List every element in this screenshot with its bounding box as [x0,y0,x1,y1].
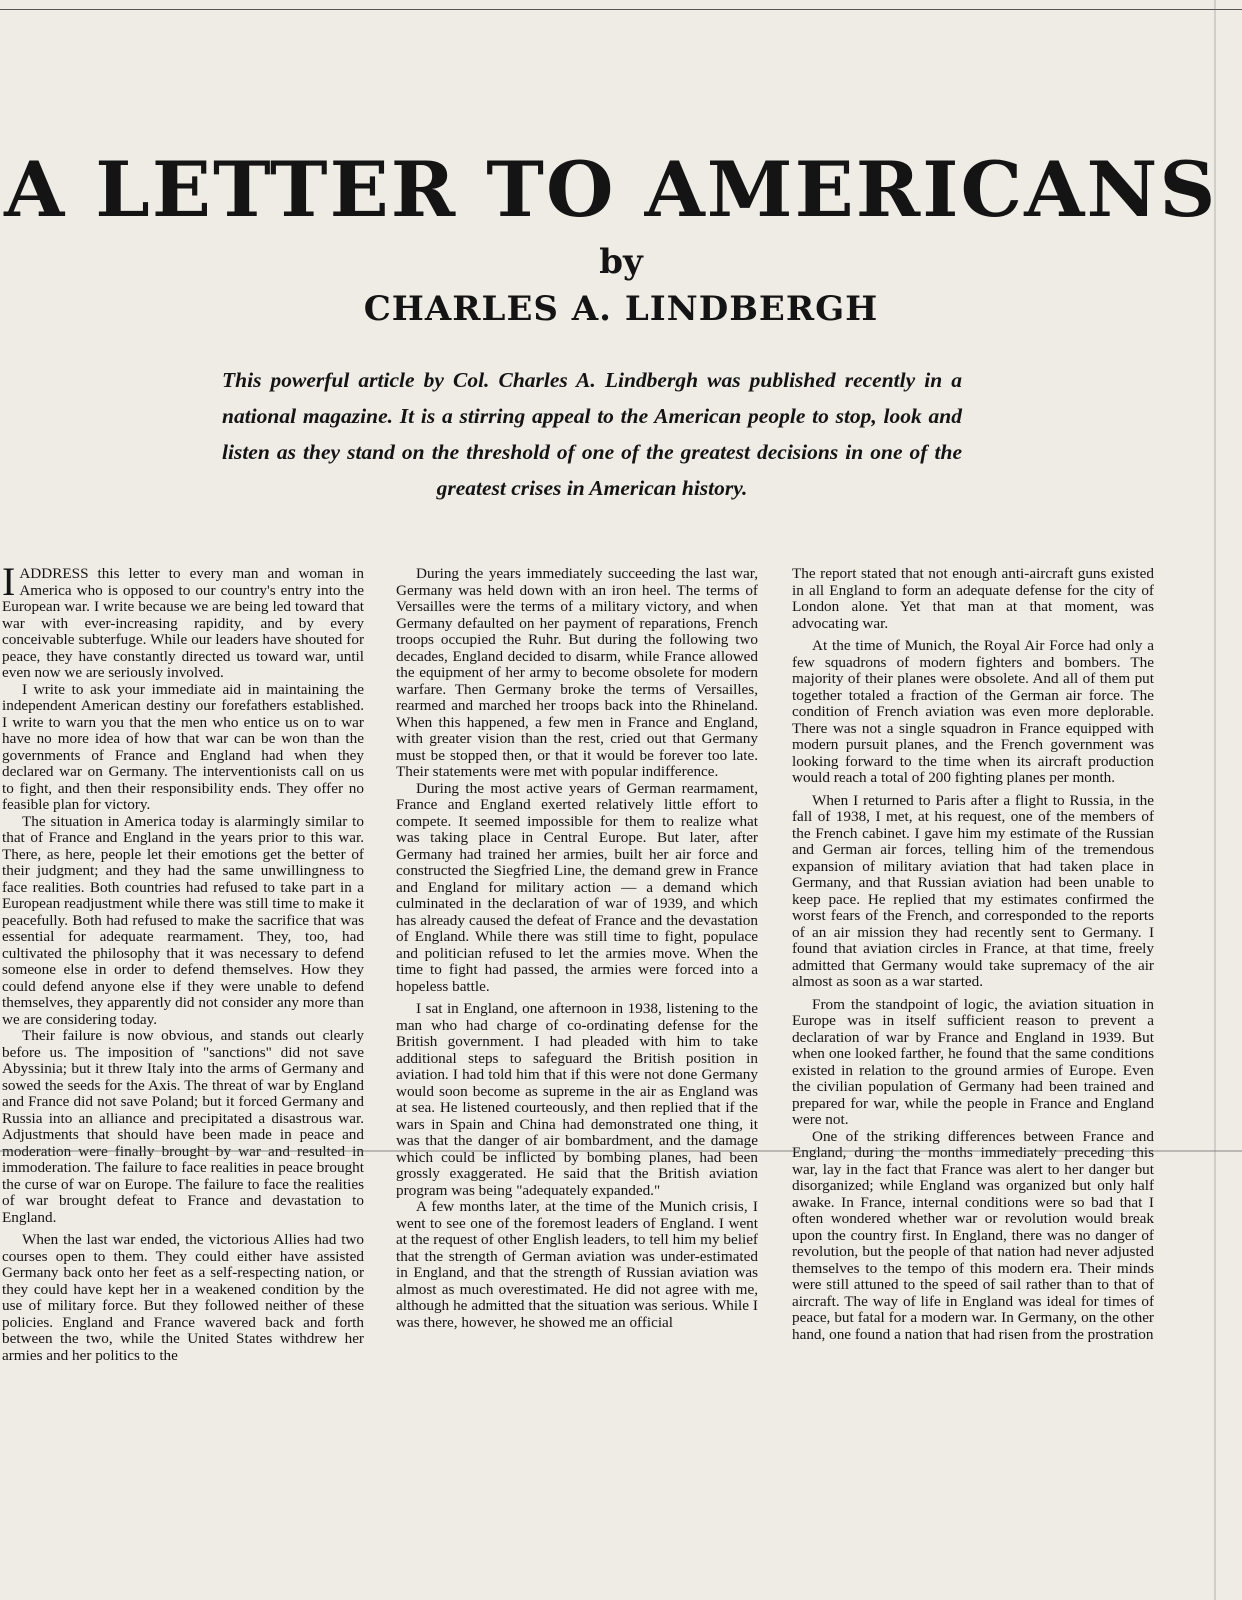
article-headline: A LETTER TO AMERICANS [4,145,1218,234]
column-3-paragraph-5: One of the striking differences between France and England, during the months immediately preceding this war, lay in the fact that France was alert to her danger but disorganized; while England was organized but only half awake. In France, internal conditions were so bad that I often wondered whether war or revolution would break upon the country first. In England, there was no danger of revolution, but the people of that nation had never adjusted themselves to the tempo of this modern era. Their minds were still attuned to the speed of sail rather than to that of aircraft. The way of life in England was ideal for times of peace, but fatal for a modern war. In Germany, on the other hand, one found a nation that had risen from the prostration [792,1127,1154,1343]
column-1 [2,566,364,1600]
byline-author: CHARLES A. LINDBERGH [363,289,879,329]
top-rule [0,9,1242,10]
column-2-paragraph-3: I sat in England, one afternoon in 1938, listening to the man who had charge of co-ordinating defense for the British government. I had pleaded with him to take additional steps to safeguard the British position in aviation. I had told him that if this were not done Germany would soon become as supreme in the air as England was at sea. He listened courteously, and then replied that if the wars in Spain and China had demonstrated one thing, it was that the danger of air bombardment, and the damage which could be inflicted by bombing planes, had been grossly exaggerated. He said that the British aviation program was being "adequately expanded." [396,1000,758,1199]
drop-cap: I [2,566,16,604]
column-1-paragraph-2: I write to ask your immediate aid in maintaining the independent American destiny our forefathers established. I write to warn you that the men who entice us on to war have no more idea of how that war can be won than the governments of France and England had when they declared war on Germany. The interventionists call on us to fight, and then their responsibility ends. They offer no feasible plan for victory. [2,680,364,813]
byline-by: by [599,242,643,282]
column-3-paragraph-4: From the standpoint of logic, the aviation situation in Europe was in itself sufficient reason to prevent a declaration of war by France and England in 1939. But when one looked farther, he found that the same conditions existed in relation to the ground armies of Europe. Even the civilian population of Germany had been trained and prepared for war, while the people in France and England were not. [792,995,1154,1128]
column-2-paragraph-4: A few months later, at the time of the Munich crisis, I went to see one of the foremost leaders of England. I went at the request of other English leaders, to tell him my belief that the strength of German aviation was under-estimated in England, and that the strength of Russian aviation was almost as much overestimated. He did not agree with me, although he admitted that the situation was serious. While I was there, however, he showed me an official [396,1198,758,1331]
intro-paragraph: This powerful article by Col. Charles A. Lindbergh was published recently in a national magazine. It is a stirring appeal to the American people to stop, look and listen as they stand on the threshold of one of the greatest decisions in one of the greatest crises in American history. [222,368,962,500]
column-2 [396,566,758,1600]
column-2-paragraph-1: During the years immediately succeeding the last war, Germany was held down with an iron heel. The terms of Versailles were the terms of a military victory, and when Germany defaulted on her payment of reparations, French troops occupied the Ruhr. But during the following two decades, England decided to disarm, while France allowed the equipment of her army to become obsolete for modern warfare. Then Germany broke the terms of Versailles, rearmed and marched her troops back into the Rhineland. When this happened, a few men in France and England, with greater vision than the rest, cried out that Germany must be stopped then, or that it would be forever too late. Their statements were met with popular indifference. [396,566,758,780]
column-1-paragraph-4: Their failure is now obvious, and stands out clearly before us. The imposition of "sanctions" did not save Abyssinia; but it threw Italy into the arms of Germany and sowed the seeds for the Axis. The threat of war by England and France did not save Poland; but it forced Germany and Russia into an alliance and precipitated a disastrous war. Adjustments that should have been made in peace and moderation were finally brought by war and resulted in immoderation. The failure to face realities in peace brought the curse of war on Europe. The failure to face the realities of war brought defeat to France and devastation to England. [2,1027,364,1226]
column-3 [792,566,1154,1600]
paper-fold-horizontal [0,1150,1242,1152]
column-2-paragraph-2: During the most active years of German rearmament, France and England exerted relatively little effort to compete. It seemed impossible for them to realize what was taking place in Central Europe. But later, after Germany had trained her armies, built her air force and constructed the Siegfried Line, the demand grew in France and England for military action — a demand which culminated in the declaration of war of 1939, and which has already caused the defeat of France and the devastation of England. While there was still time to fight, populace and politician refused to let the armies move. When the time to fight had passed, the armies were forced into a hopeless battle. [396,779,758,995]
paper-fold-vertical [1214,0,1216,1600]
column-1-paragraph-3: The situation in America today is alarmingly similar to that of France and England in the years prior to this war. There, as here, people let their emotions get the better of their judgment; and they had the same unwillingness to face realities. Both countries had refused to take part in a European readjustment while there was still time to make it peacefully. Both had refused to make the sacrifice that was essential for adequate rearmament. They, too, had cultivated the philosophy that it was necessary to defend someone else in order to defend themselves. How they could defend anyone else if they were unable to defend themselves, they apparently did not consider any more than we are considering today. [2,812,364,1028]
column-3-paragraph-1: The report stated that not enough anti-aircraft guns existed in all England to form an adequate defense for the city of London alone. Yet that man at that moment, was advocating war. [792,566,1154,632]
column-3-paragraph-3: When I returned to Paris after a flight to Russia, in the fall of 1938, I met, at his request, one of the members of the French cabinet. I gave him my estimate of the Russian and German air forces, telling him of the tremendous expansion of military aviation that had taken place in Germany, and that Russian aviation had been unable to keep pace. He replied that my estimates confirmed the worst fears of the French, and corresponded to the reports of an air mission they had recently sent to Germany. I found that aviation circles in France, at that time, freely admitted that Germany would take supremacy of the air almost as soon as a war started. [792,791,1154,990]
column-1-paragraph-1: IADDRESS this letter to every man and woman in America who is opposed to our country's entry into the European war. I write because we are being led toward that war with ever-increasing rapidity, and by every conceivable subterfuge. While our leaders have shouted for peace, they have constantly directed us toward war, until even now we are seriously involved. [2,566,364,681]
column-3-paragraph-2: At the time of Munich, the Royal Air Force had only a few squadrons of modern fighters and bombers. The majority of their planes were obsolete. And all of them put together totaled a fraction of the German air force. The condition of French aviation was even more deplorable. There was not a single squadron in France equipped with modern pursuit planes, and the French government was looking forward to the time when its aircraft production would reach a total of 200 fighting planes per month. [792,637,1154,786]
column-1-paragraph-5: When the last war ended, the victorious Allies had two courses open to them. They could either have assisted Germany back onto her feet as a self-respecting nation, or they could have kept her in a weakened condition by the use of military force. But they followed neither of these policies. England and France wavered back and forth between the two, while the United States withdrew her armies and her politics to the [2,1231,364,1364]
